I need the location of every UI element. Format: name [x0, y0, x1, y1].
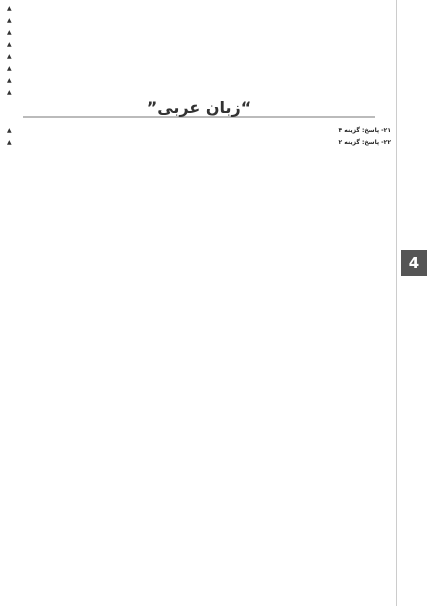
difficulty-triangle-icon: ▲	[7, 127, 12, 134]
answer-label: ۲۲- پاسخ: گزینه ۲	[338, 139, 391, 146]
question-meta	[7, 88, 12, 97]
answer-block	[7, 76, 391, 85]
question-meta	[7, 64, 12, 73]
question-meta	[7, 52, 12, 61]
answer-label: ۲۱- پاسخ: گزینه ۴	[338, 127, 391, 134]
section-title: زبان عربی	[157, 98, 241, 117]
answer-head	[7, 52, 391, 61]
difficulty-triangle-icon: ▲	[7, 89, 12, 96]
content	[7, 4, 391, 602]
section-separator	[23, 116, 375, 124]
answer-head	[7, 126, 391, 135]
answer-head	[7, 88, 391, 97]
difficulty-triangle-icon: ▲	[7, 53, 12, 60]
answer-block	[7, 126, 391, 135]
answer-block	[7, 64, 391, 73]
answer-head	[7, 40, 391, 49]
answer-head	[7, 138, 391, 147]
difficulty-triangle-icon: ▲	[7, 5, 12, 12]
answer-head	[7, 28, 391, 37]
answer-block	[7, 16, 391, 25]
difficulty-triangle-icon: ▲	[7, 41, 12, 48]
answer-block	[7, 138, 391, 147]
side-band	[396, 0, 431, 606]
question-meta	[7, 138, 12, 147]
answer-block	[7, 52, 391, 61]
answer-head	[7, 4, 391, 13]
answer-block	[7, 40, 391, 49]
arabic-section-heading	[7, 98, 391, 117]
difficulty-triangle-icon: ▲	[7, 77, 12, 84]
answer-head	[7, 76, 391, 85]
answer-head	[7, 16, 391, 25]
answer-block	[7, 4, 391, 13]
answer-block	[7, 28, 391, 37]
difficulty-triangle-icon: ▲	[7, 17, 12, 24]
question-meta	[7, 76, 12, 85]
page-number: 4	[401, 250, 427, 276]
answer-head	[7, 64, 391, 73]
question-meta	[7, 16, 12, 25]
question-meta	[7, 4, 12, 13]
difficulty-triangle-icon: ▲	[7, 65, 12, 72]
quote-close: “	[240, 98, 252, 117]
difficulty-triangle-icon: ▲	[7, 139, 12, 146]
question-meta	[7, 126, 12, 135]
question-meta	[7, 40, 12, 49]
question-meta	[7, 28, 12, 37]
difficulty-triangle-icon: ▲	[7, 29, 12, 36]
answer-block	[7, 88, 391, 97]
quote-open: ”	[146, 98, 158, 117]
